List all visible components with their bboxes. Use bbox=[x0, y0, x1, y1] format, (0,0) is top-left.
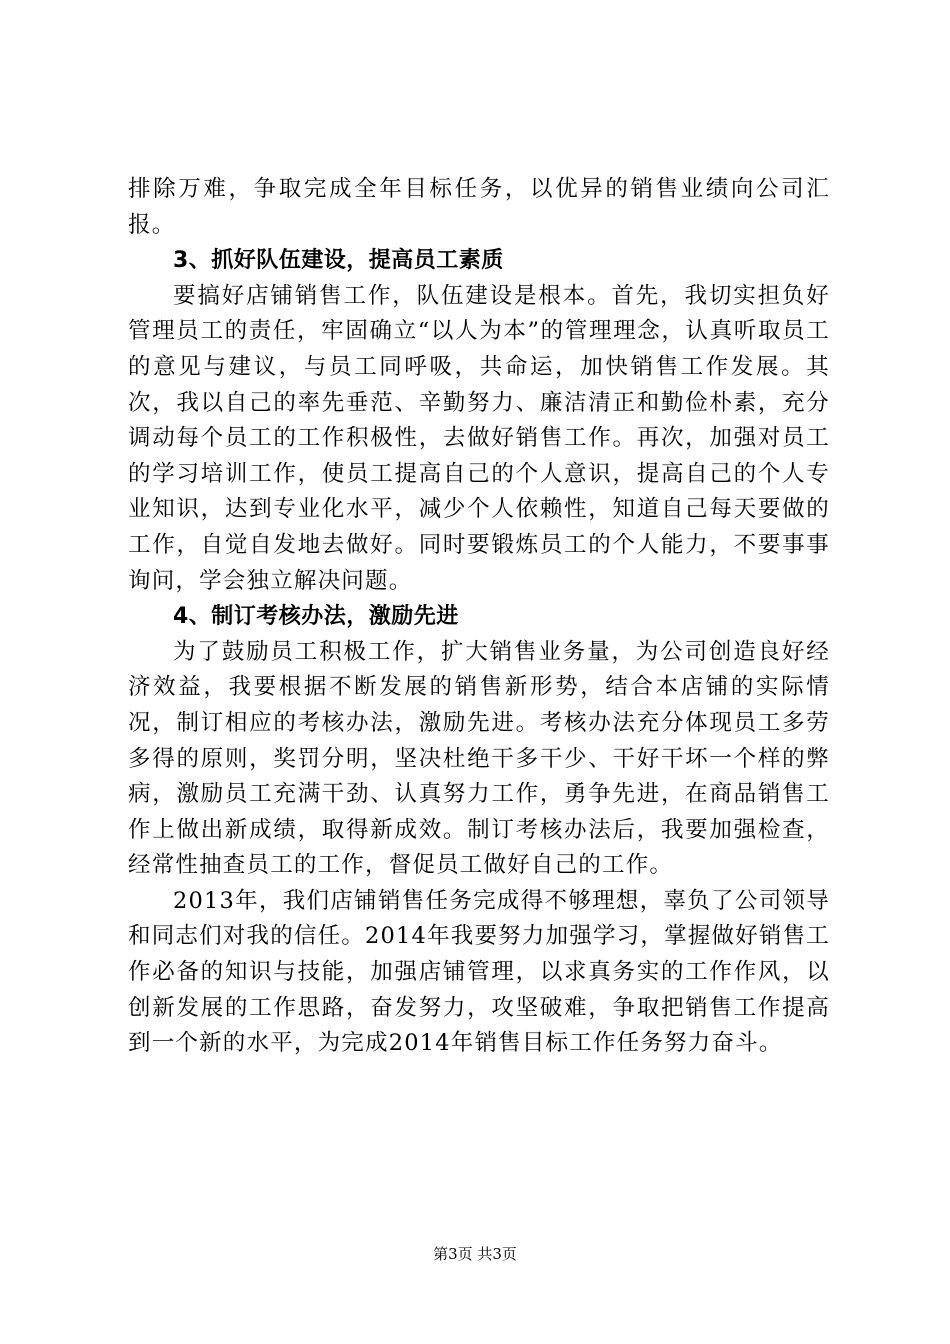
page-number-label: 第3页 共3页 bbox=[433, 1245, 517, 1263]
section-heading-4: 4、制订考核办法，激励先进 bbox=[173, 604, 459, 630]
page-footer bbox=[0, 1244, 950, 1264]
document-body bbox=[128, 172, 830, 1062]
paragraph-continuation: 排除万难，争取完成全年目标任务，以优异的销售业绩向公司汇报。 bbox=[128, 176, 830, 238]
section-heading-3: 3、抓好队伍建设，提高员工素质 bbox=[173, 248, 504, 274]
paragraph-conclusion: 2013年，我们店铺销售任务完成得不够理想，辜负了公司领导和同志们对我的信任。2014年我要努力加强学习，掌握做好销售工作必备的知识与技能，加强店铺管理，以求真务实的工作作风，以创新发展的工作思路，奋发努力，攻坚破难，争取把销售工作提高到一个新的水平，为完成2014年销售目标工作任务努力奋斗。 bbox=[128, 887, 830, 1057]
paragraph-team-building: 要搞好店铺销售工作，队伍建设是根本。首先，我切实担负好管理员工的责任，牢固确立“以人为本”的管理理念，认真听取员工的意见与建议，与员工同呼吸，共命运，加快销售工作发展。其次，我以自己的率先垂范、辛勤努力、廉洁清正和勤俭朴素，充分调动每个员工的工作积极性，去做好销售工作。再次，加强对员工的学习培训工作，使员工提高自己的个人意识，提高自己的个人专业知识，达到专业化水平，减少个人依赖性，知道自己每天要做的工作，自觉自发地去做好。同时要锻炼员工的个人能力，不要事事询问，学会独立解决问题。 bbox=[128, 282, 830, 594]
paragraph-assessment: 为了鼓励员工积极工作，扩大销售业务量，为公司创造良好经济效益，我要根据不断发展的销售新形势，结合本店铺的实际情况，制订相应的考核办法，激励先进。考核办法充分体现员工多劳多得的原则，奖罚分明，坚决杜绝干多干少、干好干坏一个样的弊病，激励员工充满干劲、认真努力工作，勇争先进，在商品销售工作上做出新成绩，取得新成效。制订考核办法后，我要加强检查，经常性抽查员工的工作，督促员工做好自己的工作。 bbox=[128, 638, 830, 879]
